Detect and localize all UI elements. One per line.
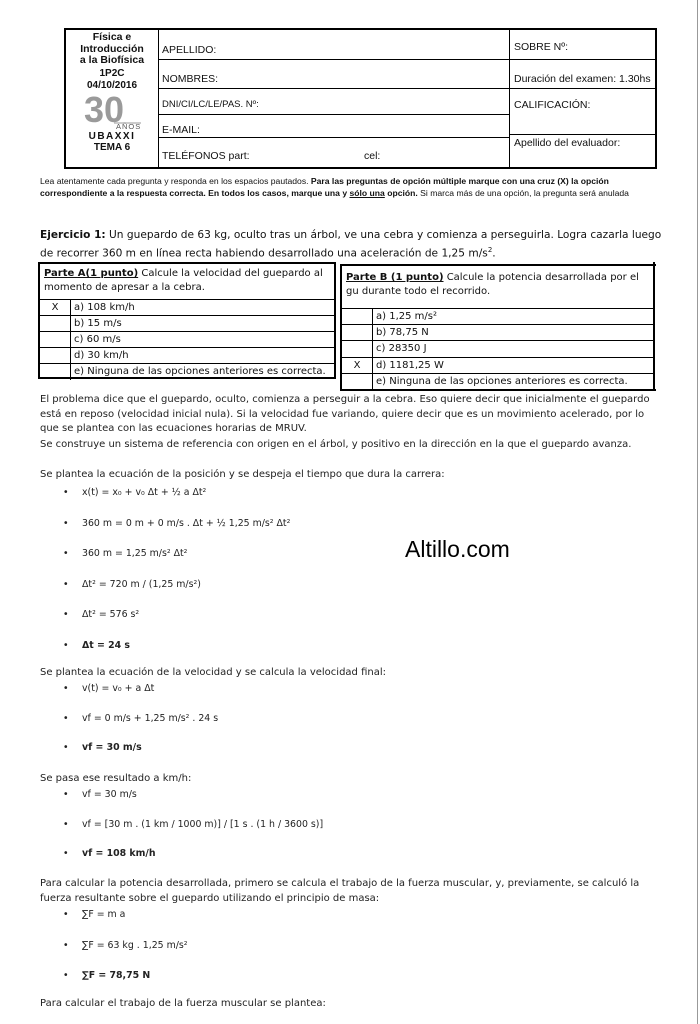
part-b-title: Parte B (1 punto) <box>346 272 444 283</box>
evaluador-field[interactable] <box>510 134 656 167</box>
part-a-table <box>38 262 336 379</box>
equation-text: vf = 30 m/s <box>82 742 142 753</box>
instructions-part2: Si marca más de una opción, la pregunta será anulada <box>417 188 629 198</box>
part-b-option-text: d) 1181,25 W <box>376 359 444 371</box>
exam-date: 04/10/2016 <box>86 79 138 91</box>
bullet-icon: • <box>63 909 69 920</box>
bullet-icon: • <box>63 818 69 830</box>
part-b-option-row[interactable] <box>342 324 654 340</box>
part-a-option-text: c) 60 m/s <box>74 334 121 345</box>
uba-30-years-logo <box>66 91 158 131</box>
part-b-option-row[interactable] <box>342 357 654 373</box>
bullet-icon: • <box>63 548 69 559</box>
part-a-option-row[interactable] <box>40 347 334 363</box>
uba-xxi-label: UBAXXI <box>88 130 136 142</box>
column-divider <box>372 374 373 390</box>
solution-paragraph-5: Se pasa ese resultado a km/h: <box>40 773 192 784</box>
equation-text: vf = [30 m . (1 km / 1000 m)] / [1 s . (1 h / 3600 s)] <box>82 818 324 830</box>
email-field[interactable] <box>158 115 509 138</box>
part-b-option-row[interactable] <box>342 340 654 356</box>
bullet-icon: • <box>63 609 69 620</box>
calificacion-label: CALIFICACIÓN: <box>514 99 591 111</box>
part-a-option-text: e) Ninguna de las opciones anteriores es correcta. <box>74 366 326 377</box>
nombres-field[interactable] <box>158 60 509 89</box>
bullet-icon: • <box>63 517 69 529</box>
part-a-option-row[interactable] <box>40 315 334 331</box>
cel-label: cel: <box>364 150 381 162</box>
part-b-question: Calcule la potencia desarrollada por el gu durante todo el recorrido. <box>346 272 639 297</box>
bullet-icon: • <box>63 970 69 981</box>
equation-text: x(t) = x₀ + v₀ Δt + ½ a Δt² <box>82 487 207 498</box>
header-student-fields <box>158 30 509 167</box>
dni-field[interactable] <box>158 89 509 115</box>
bullet-icon: • <box>63 578 69 590</box>
calificacion-field[interactable] <box>510 89 656 134</box>
solution-paragraph-7: Para calcular el trabajo de la fuerza muscular se plantea: <box>40 998 326 1009</box>
part-b-option-text: c) 28350 J <box>376 343 427 355</box>
header-exam-info <box>509 30 656 167</box>
part-a-header <box>40 264 334 298</box>
column-divider <box>372 341 373 357</box>
logo-number: 30 <box>84 90 125 130</box>
bullet-icon: • <box>63 639 69 651</box>
exercise-end: . <box>492 247 496 260</box>
subject-line-3: a la Biofísica <box>79 54 145 66</box>
page-edge <box>697 0 698 1024</box>
sobre-label: SOBRE Nº: <box>514 41 569 53</box>
solution-paragraph-4: Se plantea la ecuación de la velocidad y se calcula la velocidad final: <box>40 667 386 678</box>
part-a-option-text: b) 15 m/s <box>74 318 122 329</box>
part-a-option-text: d) 30 km/h <box>74 350 129 361</box>
apellido-field[interactable] <box>158 30 509 60</box>
solution-paragraph-1: El problema dice que el guepardo, oculto, comienza a perseguir a la cebra. Eso quiere decir que inicialmente el guepardo está en reposo (velocidad inicial nula). Si la velocidad fue variando, quiere decir que es un movimiento acelerado, por lo que se plantea con las ecuaciones horarias de MRUV. <box>40 394 650 434</box>
bullet-icon: • <box>63 742 69 753</box>
instructions-bold1: Para las preguntas de opción múltiple marque con una cruz (X) la opción correspondiente a la respuesta correcta. En todos los casos, marque una y <box>40 176 609 198</box>
part-b-option-text: e) Ninguna de las opciones anteriores es correcta. <box>376 375 628 387</box>
instructions-bold2: opción. <box>384 188 418 198</box>
part-b-option-row[interactable] <box>342 308 654 324</box>
part-a-option-mark[interactable]: X <box>51 302 59 313</box>
bullet-icon: • <box>63 848 69 859</box>
part-a-question: Calcule la velocidad del guepardo al momento de apresar a la cebra. <box>44 268 323 293</box>
evaluador-label: Apellido del evaluador: <box>514 137 621 149</box>
sobre-field[interactable] <box>510 30 656 60</box>
equation-text: ∑F = 78,75 N <box>82 970 151 981</box>
column-divider <box>70 332 71 348</box>
email-label: E-MAIL: <box>162 124 200 136</box>
equation-text: vf = 108 km/h <box>82 848 156 859</box>
subject-title <box>66 32 158 67</box>
duracion-label: Duración del examen: 1.30hs <box>514 73 651 85</box>
equation-text: ∑F = m a <box>82 909 126 920</box>
equation-text: vf = 30 m/s <box>82 789 137 800</box>
subject-line-1: Física e <box>92 31 132 43</box>
nombres-label: NOMBRES: <box>162 73 219 85</box>
equation-text: Δt² = 720 m / (1,25 m/s²) <box>82 578 201 590</box>
exam-header <box>64 28 657 169</box>
part-b-right-border <box>653 262 655 391</box>
column-divider <box>372 358 373 374</box>
subject-line-2: Introducción <box>80 42 144 55</box>
exercise-statement <box>40 228 662 262</box>
solution-paragraph-2: Se construye un sistema de referencia con origen en el árbol, y positivo en la dirección en la que el guepardo avanza. <box>40 439 632 450</box>
header-course-info <box>66 30 159 167</box>
bullet-icon: • <box>63 683 69 694</box>
column-divider <box>70 364 71 380</box>
telefonos-label: TELÉFONOS part: <box>162 150 250 162</box>
instructions <box>40 175 660 199</box>
equation-text: Δt² = 576 s² <box>82 609 140 620</box>
exercise-sup: 2 <box>487 246 493 254</box>
equation-text: v(t) = v₀ + a Δt <box>82 683 155 694</box>
column-divider <box>70 348 71 364</box>
exercise-label: Ejercicio 1: <box>40 229 106 241</box>
column-divider <box>372 309 373 325</box>
part-a-option-text: a) 108 km/h <box>74 302 135 313</box>
part-b-option-text: a) 1,25 m/s² <box>376 311 437 322</box>
apellido-label: APELLIDO: <box>162 44 217 56</box>
dni-label: DNI/CI/LC/LE/PAS. Nº: <box>162 99 259 110</box>
exercise-text: Un guepardo de 63 kg, oculto tras un árbol, ve una cebra y comienza a perseguirla. Logra cazarla luego de recorrer 360 m en línea recta habiendo desarrollado una aceleración de 1,25 m/s <box>40 229 662 260</box>
tema-label: TEMA 6 <box>93 141 131 153</box>
part-b-table <box>340 264 656 391</box>
altillo-watermark: Altillo.com <box>405 536 510 562</box>
course-code: 1P2C <box>99 67 125 79</box>
solution-paragraph-6: Para calcular la potencia desarrollada, primero se calcula el trabajo de la fuerza muscular, y, previamente, se calculó la fuerza resultante sobre el guepardo utilizando el principio de masa: <box>40 878 640 904</box>
logo-anos: AÑOS <box>116 121 142 131</box>
telefonos-field[interactable] <box>158 138 509 167</box>
bullet-icon: • <box>63 712 69 724</box>
solution-paragraph-3: Se plantea la ecuación de la posición y se despeja el tiempo que dura la carrera: <box>40 469 445 480</box>
part-a-option-row[interactable] <box>40 363 334 379</box>
column-divider <box>70 316 71 332</box>
equation-text: 360 m = 0 m + 0 m/s . Δt + ½ 1,25 m/s² Δt² <box>82 517 291 529</box>
part-a-title: Parte A(1 punto) <box>44 268 139 279</box>
equation-text: Δt = 24 s <box>82 639 131 651</box>
equation-text: ∑F = 63 kg . 1,25 m/s² <box>82 939 188 951</box>
column-divider <box>70 300 71 316</box>
bullet-icon: • <box>63 487 69 498</box>
instructions-part1: Lea atentamente cada pregunta y responda en los espacios pautados. <box>40 176 311 186</box>
duracion-field <box>510 60 656 89</box>
column-divider <box>372 325 373 341</box>
part-b-option-text: b) 78,75 N <box>376 327 429 339</box>
bullet-icon: • <box>63 939 69 951</box>
equation-text: 360 m = 1,25 m/s² Δt² <box>82 548 188 559</box>
bullet-icon: • <box>63 789 69 800</box>
part-a-option-row[interactable] <box>40 331 334 347</box>
part-b-option-row[interactable] <box>342 373 654 389</box>
part-b-header <box>342 268 654 308</box>
part-b-option-mark[interactable]: X <box>353 359 361 371</box>
equation-text: vf = 0 m/s + 1,25 m/s² . 24 s <box>82 712 219 724</box>
part-a-option-row[interactable] <box>40 299 334 315</box>
instructions-underlined: sólo una <box>349 188 385 198</box>
